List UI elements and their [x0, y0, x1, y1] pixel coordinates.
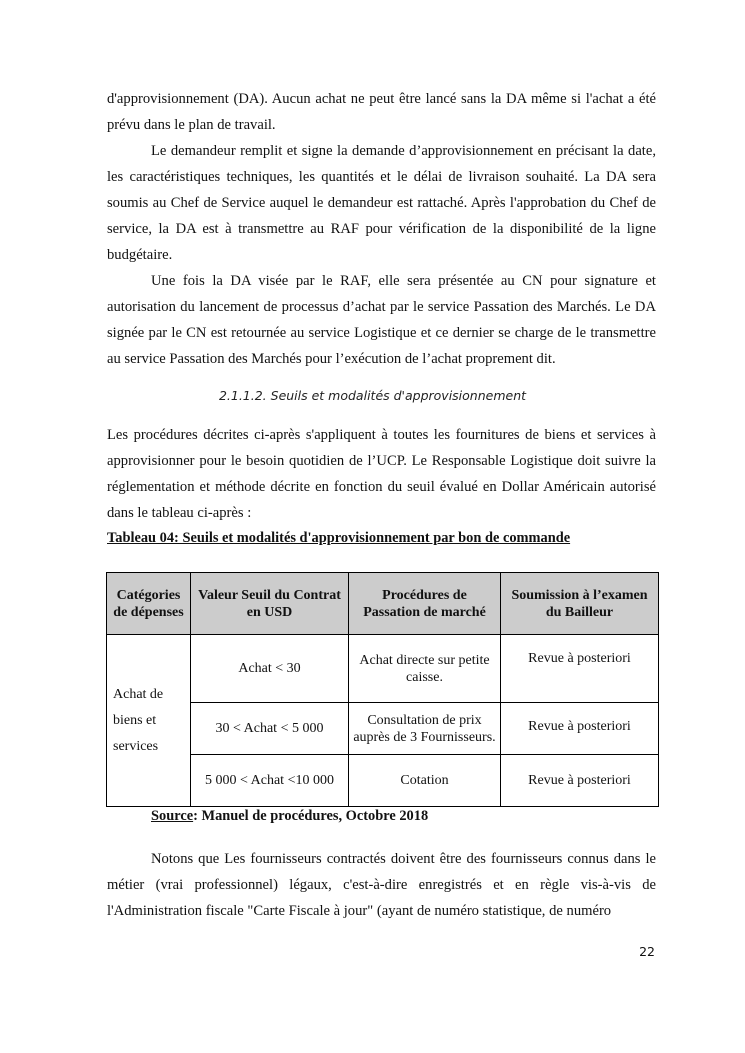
table-source [151, 806, 428, 826]
header-cell: Valeur Seuil du Contrat en USD [191, 573, 349, 635]
seuil-cell: 30 < Achat < 5 000 [191, 703, 349, 755]
procedure-cell: Consultation de prix auprès de 3 Fournisseurs. [349, 703, 501, 755]
seuil-cell: 5 000 < Achat <10 000 [191, 755, 349, 807]
thresholds-table [106, 572, 659, 807]
header-cell: Catégories de dépenses [107, 573, 191, 635]
table-title: Tableau 04: Seuils et modalités d'approvisionnement par bon de commande [107, 530, 571, 546]
paragraph: Le demandeur remplit et signe la demande d’approvisionnement en précisant la date, les caractéristiques techniques, les quantités et le délai de livraison souhaité. La DA sera soumis au Chef de Service auquel le demandeur est rattaché. Après l'approbation du Chef de service, la DA est à transmettre au RAF pour vérification de la disponibilité de la ligne budgétaire. [107, 143, 656, 263]
table-header-row [107, 573, 659, 635]
soumission-cell: Revue à posteriori [501, 635, 659, 703]
category-cell: Achat de biens et services [107, 635, 191, 807]
seuil-cell: Achat < 30 [191, 635, 349, 703]
source-label: Source [151, 808, 194, 824]
source-text: : Manuel de procédures, Octobre 2018 [193, 808, 429, 824]
paragraph: Notons que Les fournisseurs contractés doivent être des fournisseurs connus dans le métier (vrai professionnel) légaux, c'est-à-dire enregistrés et en règle vis-à-vis de l'Administration fiscale "Carte Fiscale à jour" (ayant de numéro statistique, de numéro [107, 851, 656, 919]
intro-paragraph-block [107, 422, 656, 526]
procedure-cell: Achat directe sur petite caisse. [349, 635, 501, 703]
procedure-cell: Cotation [349, 755, 501, 807]
paragraph: Les procédures décrites ci-après s'appliquent à toutes les fournitures de biens et services à approvisionner pour le besoin quotidien de l’UCP. Le Responsable Logistique doit suivre la réglementation et méthode décrite en fonction du seuil évalué en Dollar Américain autorisé dans le tableau ci-après : [107, 427, 656, 521]
paragraph: Une fois la DA visée par le RAF, elle sera présentée au CN pour signature et autorisation du lancement de processus d’achat par le service Passation des Marchés. Le DA signée par le CN est retournée au service Logistique et ce dernier se charge de le transmettre au service Passation des Marchés pour l’exécution de l’achat proprement dit. [107, 273, 656, 367]
table-row [107, 635, 659, 703]
header-cell: Soumission à l’examen du Bailleur [501, 573, 659, 635]
paragraph: d'approvisionnement (DA). Aucun achat ne peut être lancé sans la DA même si l'achat a été prévu dans le plan de travail. [107, 91, 656, 133]
header-cell: Procédures de Passation de marché [349, 573, 501, 635]
soumission-cell: Revue à posteriori [501, 703, 659, 755]
section-heading: 2.1.1.2. Seuils et modalités d'approvisionnement [218, 388, 527, 403]
top-paragraphs [107, 86, 656, 372]
page-number: 22 [639, 944, 655, 959]
soumission-cell: Revue à posteriori [501, 755, 659, 807]
closing-paragraph-block [107, 846, 656, 924]
